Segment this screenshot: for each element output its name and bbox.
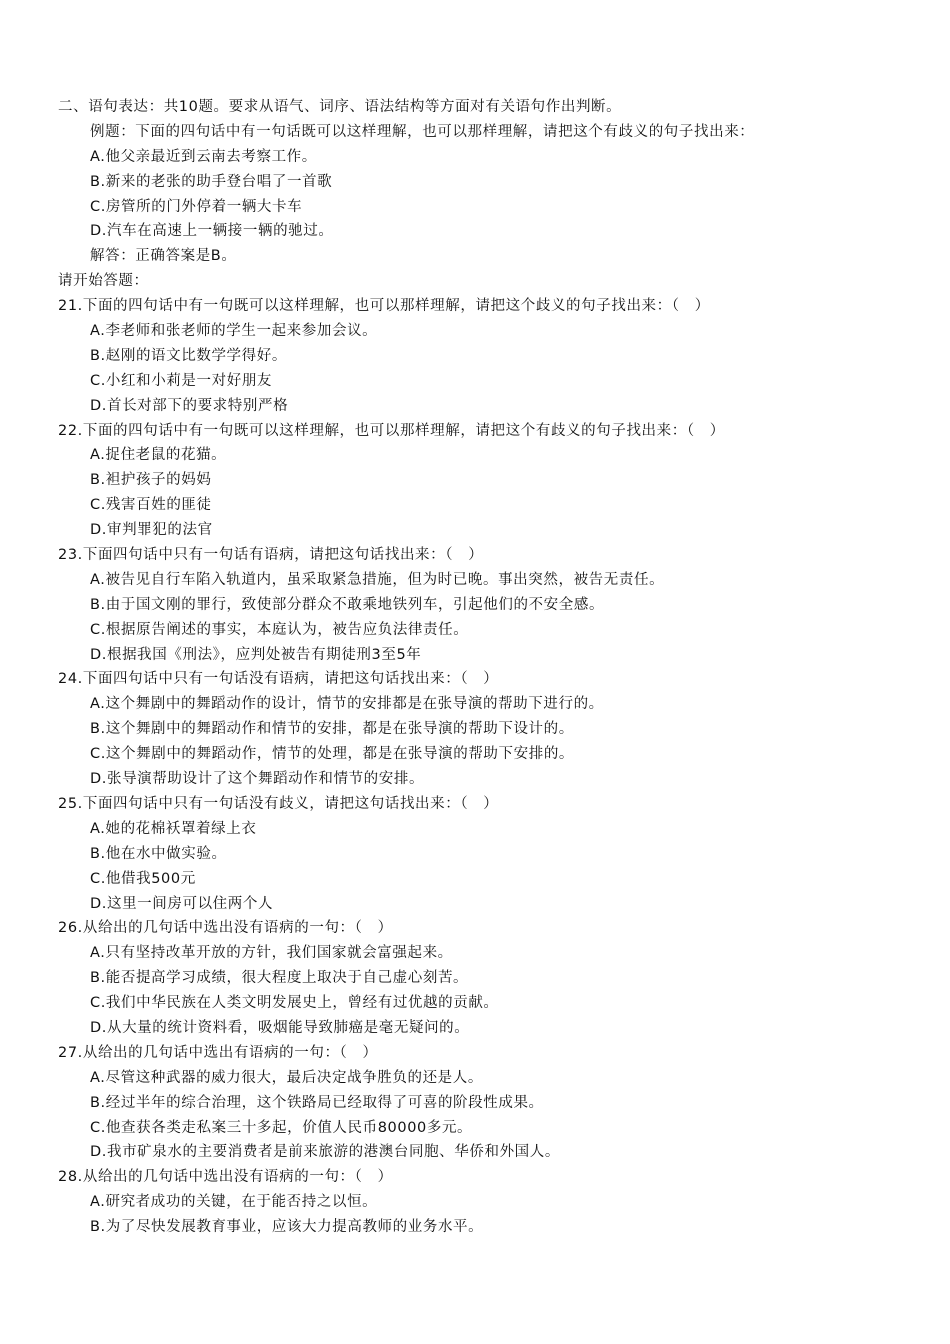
question-25-option-a: A.她的花棉袄罩着绿上衣 bbox=[90, 820, 257, 837]
question-28-option-b: B.为了尽快发展教育事业，应该大力提高教师的业务水平。 bbox=[90, 1219, 484, 1236]
section-heading: 二、语句表达：共10题。要求从语气、词序、语法结构等方面对有关语句作出判断。 bbox=[58, 99, 622, 115]
question-27-stem: 27.从给出的几句话中选出有语病的一句：（ ） bbox=[58, 1044, 378, 1061]
question-23-option-c: C.根据原告阐述的事实，本庭认为，被告应负法律责任。 bbox=[90, 621, 469, 638]
question-25-stem: 25.下面四句话中只有一句话没有歧义，请把这句话找出来：（ ） bbox=[58, 795, 499, 812]
example-question: 例题：下面的四句话中有一句话既可以这样理解，也可以那样理解，请把这个有歧义的句子找出来： bbox=[90, 123, 755, 140]
question-21-option-b: B.赵刚的语文比数学学得好。 bbox=[90, 347, 287, 364]
example-option-b: B.新来的老张的助手登台唱了一首歌 bbox=[90, 173, 333, 190]
example-option-d: D.汽车在高速上一辆接一辆的驰过。 bbox=[90, 223, 334, 240]
question-21-option-d: D.首长对部下的要求特别严格 bbox=[90, 397, 289, 414]
question-26-option-c: C.我们中华民族在人类文明发展史上，曾经有过优越的贡献。 bbox=[90, 995, 499, 1012]
question-24-option-b: B.这个舞剧中的舞蹈动作和情节的安排，都是在张导演的帮助下设计的。 bbox=[90, 721, 574, 738]
question-26-stem: 26.从给出的几句话中选出没有语病的一句：（ ） bbox=[58, 920, 393, 937]
question-22-option-d: D.审判罪犯的法官 bbox=[90, 522, 213, 539]
question-22-option-b: B.袒护孩子的妈妈 bbox=[90, 472, 212, 489]
question-24-stem: 24.下面四句话中只有一句话没有语病，请把这句话找出来：（ ） bbox=[58, 671, 499, 688]
question-27-option-c: C.他查获各类走私案三十多起，价值人民币80000多元。 bbox=[90, 1119, 473, 1136]
question-22-option-c: C.残害百姓的匪徒 bbox=[90, 497, 212, 514]
question-24-option-d: D.张导演帮助设计了这个舞蹈动作和情节的安排。 bbox=[90, 771, 425, 788]
question-28-option-a: A.研究者成功的关键，在于能否持之以恒。 bbox=[90, 1194, 378, 1211]
example-answer: 解答：正确答案是B。 bbox=[90, 248, 237, 265]
document-body bbox=[58, 95, 918, 1240]
question-26-option-d: D.从大量的统计资料看，吸烟能导致肺癌是毫无疑问的。 bbox=[90, 1019, 470, 1036]
question-25-option-d: D.这里一间房可以住两个人 bbox=[90, 895, 274, 912]
question-22-option-a: A.捉住老鼠的花猫。 bbox=[90, 447, 227, 464]
question-26-option-b: B.能否提高学习成绩，很大程度上取决于自己虚心刻苦。 bbox=[90, 970, 469, 987]
question-27-option-b: B.经过半年的综合治理，这个铁路局已经取得了可喜的阶段性成果。 bbox=[90, 1094, 544, 1111]
start-prompt: 请开始答题： bbox=[58, 273, 149, 290]
question-25-option-b: B.他在水中做实验。 bbox=[90, 845, 227, 862]
example-option-c: C.房管所的门外停着一辆大卡车 bbox=[90, 198, 303, 215]
question-23-option-d: D.根据我国《刑法》，应判处被告有期徒刑3至5年 bbox=[90, 646, 422, 663]
question-26-option-a: A.只有坚持改革开放的方针，我们国家就会富强起来。 bbox=[90, 945, 453, 962]
question-23-stem: 23.下面四句话中只有一句话有语病，请把这句话找出来：（ ） bbox=[58, 547, 484, 564]
question-24-option-a: A.这个舞剧中的舞蹈动作的设计，情节的安排都是在张导演的帮助下进行的。 bbox=[90, 696, 604, 713]
question-21-stem: 21.下面的四句话中有一句既可以这样理解，也可以那样理解，请把这个歧义的句子找出来：（ ） bbox=[58, 298, 710, 315]
example-option-a: A.他父亲最近到云南去考察工作。 bbox=[90, 148, 317, 165]
question-24-option-c: C.这个舞剧中的舞蹈动作，情节的处理，都是在张导演的帮助下安排的。 bbox=[90, 746, 575, 763]
question-25-option-c: C.他借我500元 bbox=[90, 870, 196, 887]
question-22-stem: 22.下面的四句话中有一句既可以这样理解，也可以那样理解，请把这个有歧义的句子找出来：（ ） bbox=[58, 422, 725, 439]
question-21-option-a: A.李老师和张老师的学生一起来参加会议。 bbox=[90, 323, 378, 340]
question-21-option-c: C.小红和小莉是一对好朋友 bbox=[90, 372, 273, 389]
question-27-option-d: D.我市矿泉水的主要消费者是前来旅游的港澳台同胞、华侨和外国人。 bbox=[90, 1144, 560, 1161]
question-23-option-a: A.被告见自行车陷入轨道内，虽采取紧急措施，但为时已晚。事出突然，被告无责任。 bbox=[90, 571, 665, 588]
question-23-option-b: B.由于国文刚的罪行，致使部分群众不敢乘地铁列车，引起他们的不安全感。 bbox=[90, 596, 605, 613]
question-27-option-a: A.尽管这种武器的威力很大，最后决定战争胜负的还是人。 bbox=[90, 1069, 483, 1086]
question-28-stem: 28.从给出的几句话中选出没有语病的一句：（ ） bbox=[58, 1169, 393, 1186]
